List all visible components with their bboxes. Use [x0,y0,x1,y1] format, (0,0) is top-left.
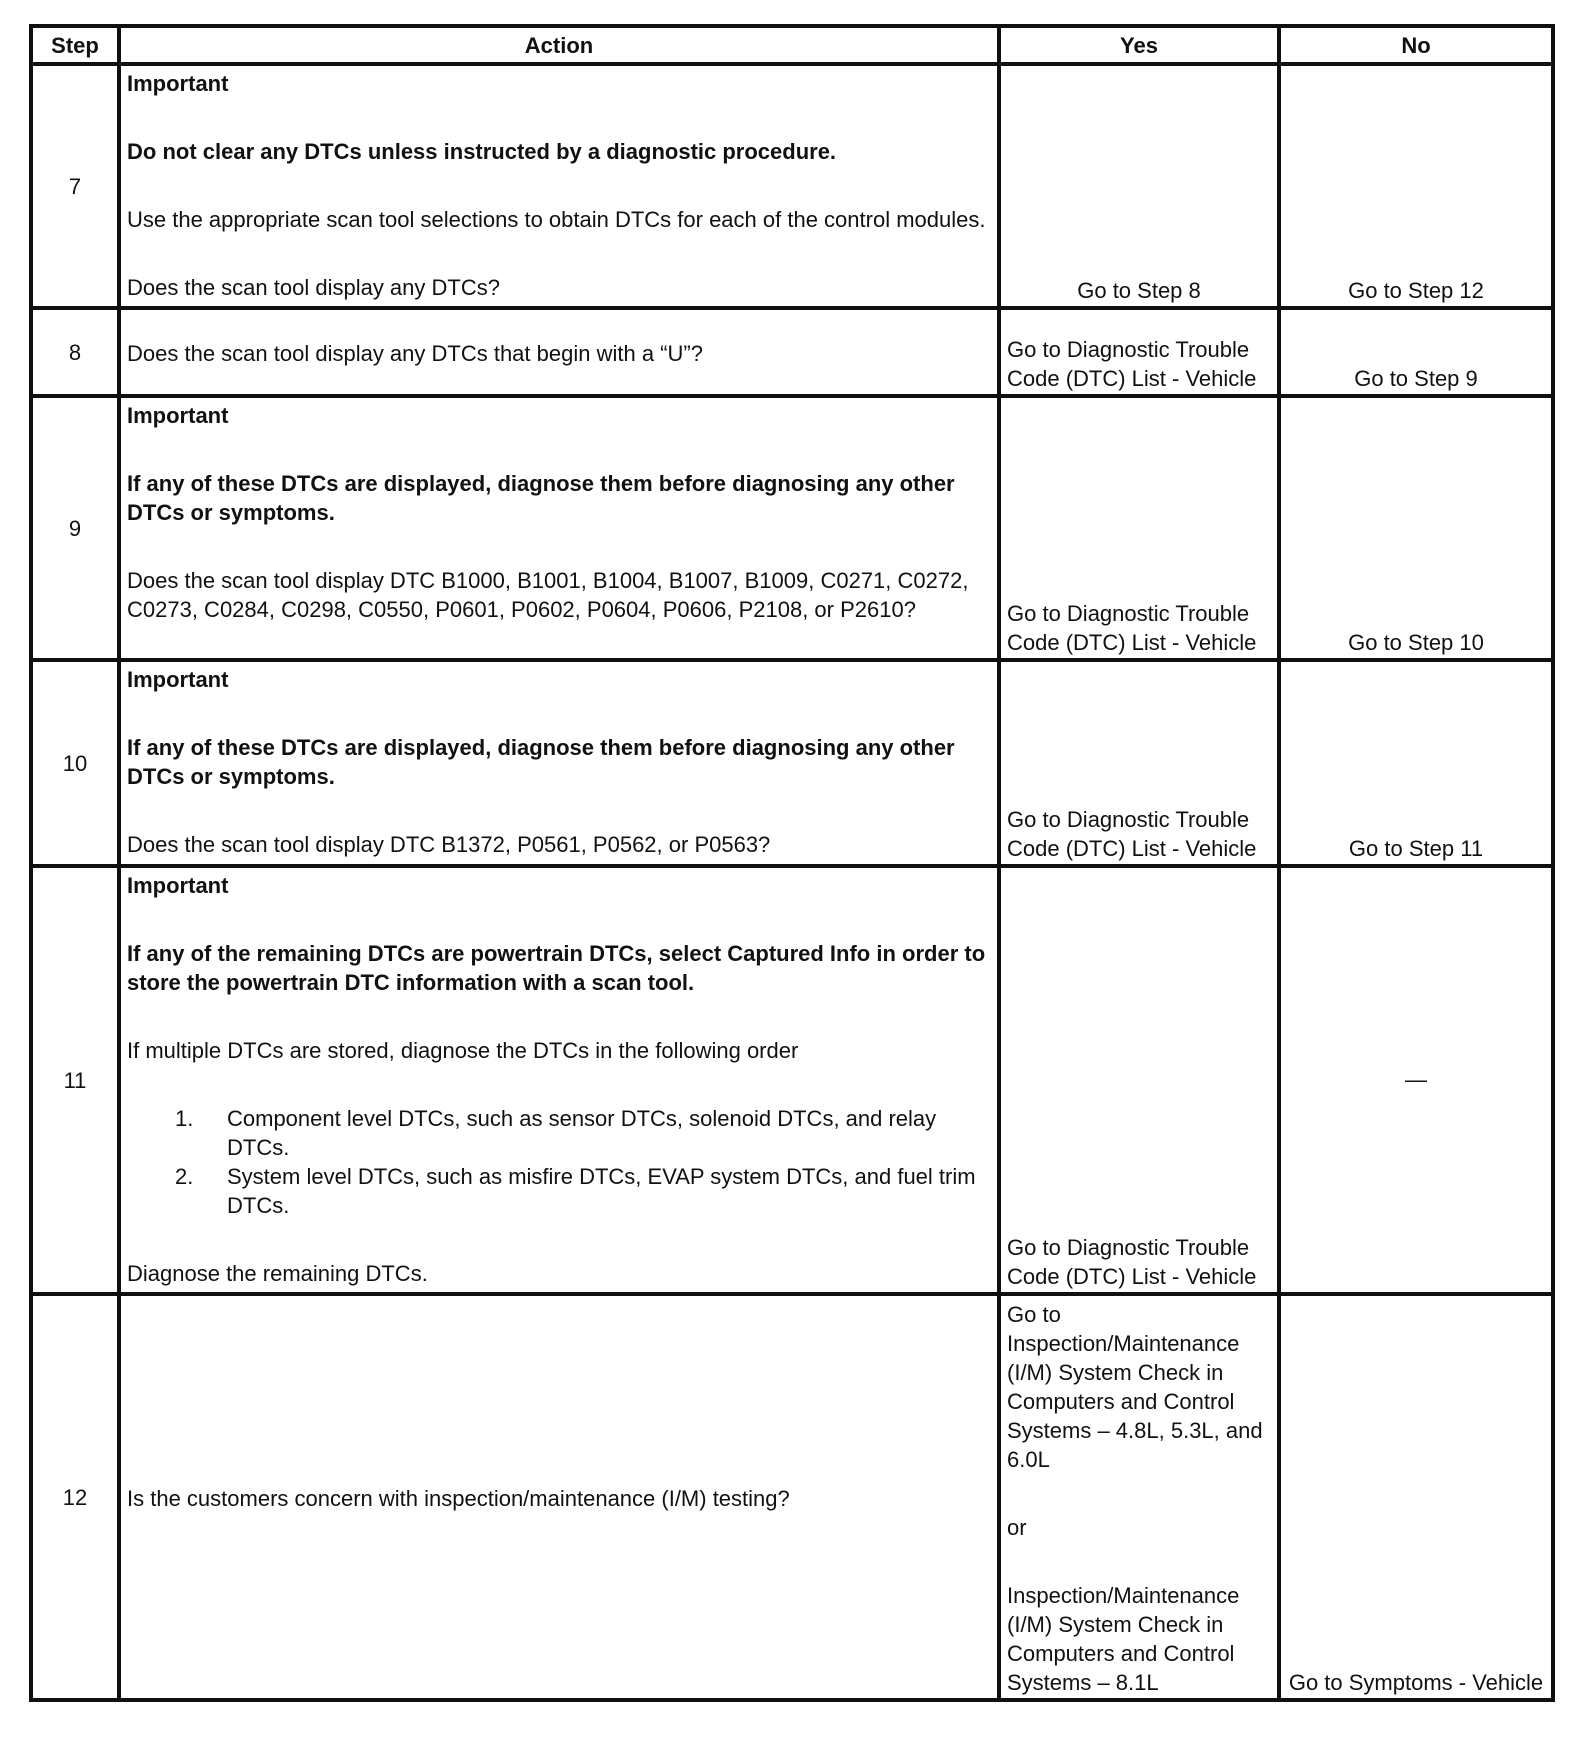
question-text: Does the scan tool display DTC B1000, B1001, B1004, B1007, B1009, C0271, C0272, C0273, C0284, C0298, C0550, P0601, P0602, P0604, P0606, P2108, or P2610? [127,568,969,622]
step-number: 11 [31,866,119,1294]
question-text: Diagnose the remaining DTCs. [127,1261,428,1286]
question-text: Is the customers concern with inspection/maintenance (I/M) testing? [127,1486,790,1511]
step-number: 7 [31,64,119,308]
yes-option-2: Inspection/Maintenance (I/M) System Check in Computers and Control Systems – 8.1L [1007,1583,1240,1695]
no-cell: Go to Step 12 [1279,64,1553,308]
action-cell [119,660,999,866]
important-label: Important [127,71,229,96]
question-text: Does the scan tool display any DTCs? [127,275,500,300]
important-text: If any of these DTCs are displayed, diagnose them before diagnosing any other DTCs or symptoms. [127,735,955,789]
table-row-step-12 [31,1294,1553,1700]
no-cell: Go to Step 9 [1279,308,1553,396]
yes-cell: Go to Diagnostic Trouble Code (DTC) List - Vehicle [999,660,1279,866]
table-row-step-8 [31,308,1553,396]
important-text: If any of the remaining DTCs are powertrain DTCs, select Captured Info in order to store the powertrain DTC information with a scan tool. [127,941,986,995]
header-action: Action [119,26,999,64]
list-number: 2. [175,1164,194,1189]
action-cell [119,308,999,396]
list-item [127,1162,991,1220]
no-cell: Go to Step 10 [1279,396,1553,660]
no-cell: — [1279,866,1553,1294]
yes-cell: Go to Diagnostic Trouble Code (DTC) List - Vehicle [999,308,1279,396]
list-text: Component level DTCs, such as sensor DTCs, solenoid DTCs, and relay DTCs. [227,1106,937,1160]
important-text: If any of these DTCs are displayed, diagnose them before diagnosing any other DTCs or symptoms. [127,471,955,525]
table-row-step-9 [31,396,1553,660]
important-label: Important [127,667,229,692]
yes-cell: Go to Diagnostic Trouble Code (DTC) List - Vehicle [999,866,1279,1294]
table-row-step-11 [31,866,1553,1294]
yes-cell: Go to Step 8 [999,64,1279,308]
header-no: No [1279,26,1553,64]
action-cell [119,1294,999,1700]
important-label: Important [127,873,229,898]
list-item [127,1104,991,1162]
important-label: Important [127,403,229,428]
list-text: System level DTCs, such as misfire DTCs, EVAP system DTCs, and fuel trim DTCs. [227,1164,976,1218]
question-text: Does the scan tool display DTC B1372, P0561, P0562, or P0563? [127,832,771,857]
step-number: 8 [31,308,119,396]
dtc-order-list [127,1104,991,1220]
no-cell: Go to Step 11 [1279,660,1553,866]
important-text: Do not clear any DTCs unless instructed by a diagnostic procedure. [127,139,837,164]
yes-cell [999,1294,1279,1700]
header-yes: Yes [999,26,1279,64]
instruction-text: Use the appropriate scan tool selections to obtain DTCs for each of the control modules. [127,207,986,232]
question-text: Does the scan tool display any DTCs that begin with a “U”? [127,341,703,366]
table-header-row [31,26,1553,64]
yes-option-1: Go to Inspection/Maintenance (I/M) System Check in Computers and Control Systems – 4.8L, 5.3L, and 6.0L [1007,1302,1263,1472]
step-number: 9 [31,396,119,660]
yes-cell: Go to Diagnostic Trouble Code (DTC) List - Vehicle [999,396,1279,660]
step-number: 12 [31,1294,119,1700]
list-number: 1. [175,1106,194,1131]
action-cell [119,64,999,308]
table-row-step-10 [31,660,1553,866]
action-cell [119,396,999,660]
table-row-step-7 [31,64,1553,308]
instruction-text: If multiple DTCs are stored, diagnose the DTCs in the following order [127,1038,799,1063]
diagnostic-steps-table [29,24,1555,1702]
action-cell [119,866,999,1294]
header-step: Step [31,26,119,64]
no-cell: Go to Symptoms - Vehicle [1279,1294,1553,1700]
yes-or-text: or [1007,1515,1027,1540]
step-number: 10 [31,660,119,866]
